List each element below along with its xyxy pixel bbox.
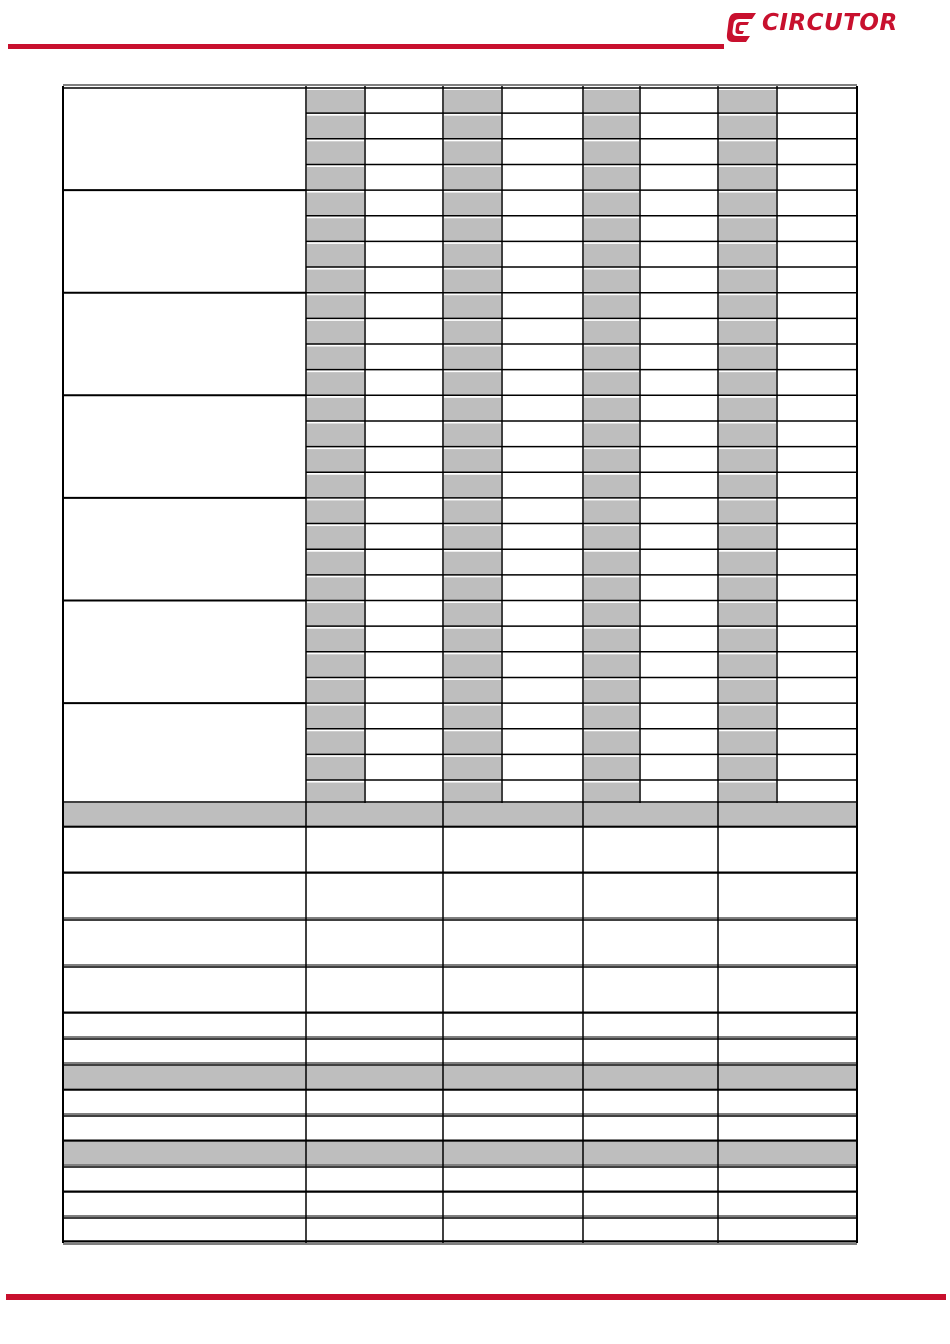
shaded-cell bbox=[444, 552, 501, 575]
shaded-cell bbox=[307, 90, 364, 113]
shaded-cell bbox=[719, 347, 776, 370]
shaded-cell bbox=[444, 141, 501, 164]
shaded-cell bbox=[719, 654, 776, 677]
shaded-cell bbox=[444, 757, 501, 780]
shaded-cell bbox=[719, 706, 776, 729]
footer-rule bbox=[6, 1294, 946, 1300]
shaded-cell bbox=[719, 116, 776, 139]
shaded-cell bbox=[444, 218, 501, 241]
shaded-cell bbox=[719, 757, 776, 780]
shaded-cell bbox=[584, 218, 639, 241]
shaded-row bbox=[64, 1066, 856, 1088]
shaded-row bbox=[64, 1142, 856, 1164]
shaded-cell bbox=[307, 141, 364, 164]
shaded-cell bbox=[307, 680, 364, 703]
shaded-cell bbox=[444, 680, 501, 703]
shaded-cell bbox=[444, 270, 501, 293]
shaded-cell bbox=[719, 193, 776, 216]
shaded-cell bbox=[307, 731, 364, 754]
shaded-cell bbox=[444, 577, 501, 600]
shaded-cell bbox=[307, 475, 364, 498]
shaded-cell bbox=[584, 398, 639, 421]
shaded-cell bbox=[444, 321, 501, 344]
shaded-cell bbox=[584, 193, 639, 216]
shaded-cell bbox=[444, 475, 501, 498]
shaded-cell bbox=[444, 423, 501, 446]
shaded-cell bbox=[584, 577, 639, 600]
shaded-cell bbox=[444, 603, 501, 626]
shaded-cell bbox=[719, 526, 776, 549]
shaded-cell bbox=[444, 526, 501, 549]
shaded-cell bbox=[719, 90, 776, 113]
shaded-row bbox=[64, 803, 856, 825]
shaded-cell bbox=[719, 577, 776, 600]
shaded-cell bbox=[584, 526, 639, 549]
shaded-cell bbox=[584, 449, 639, 472]
shaded-cell bbox=[307, 270, 364, 293]
shaded-cell bbox=[719, 295, 776, 318]
shaded-cell bbox=[307, 295, 364, 318]
shaded-cell bbox=[307, 654, 364, 677]
shaded-cell bbox=[444, 398, 501, 421]
shaded-cell bbox=[444, 116, 501, 139]
shaded-cell bbox=[719, 398, 776, 421]
shaded-cell bbox=[584, 706, 639, 729]
shaded-cell bbox=[307, 167, 364, 190]
shaded-cell bbox=[719, 603, 776, 626]
shaded-cell bbox=[444, 654, 501, 677]
shaded-cell bbox=[444, 731, 501, 754]
shaded-cell bbox=[719, 731, 776, 754]
shaded-cell bbox=[584, 244, 639, 267]
shaded-cell bbox=[444, 347, 501, 370]
shaded-cell bbox=[307, 706, 364, 729]
shaded-cell bbox=[584, 167, 639, 190]
shaded-cell bbox=[444, 500, 501, 523]
shaded-cell bbox=[719, 372, 776, 395]
shaded-cell bbox=[719, 244, 776, 267]
shaded-cell bbox=[719, 167, 776, 190]
shaded-cell bbox=[307, 193, 364, 216]
shaded-cell bbox=[584, 321, 639, 344]
shaded-cell bbox=[307, 629, 364, 652]
shaded-cell bbox=[584, 90, 639, 113]
shaded-cell bbox=[719, 500, 776, 523]
shaded-cell bbox=[584, 270, 639, 293]
shaded-cell bbox=[444, 295, 501, 318]
shaded-cell bbox=[307, 321, 364, 344]
shaded-cell bbox=[584, 347, 639, 370]
shaded-cell bbox=[307, 398, 364, 421]
shaded-cell bbox=[307, 244, 364, 267]
shaded-cell bbox=[719, 680, 776, 703]
shaded-cell bbox=[444, 167, 501, 190]
shaded-cell bbox=[307, 423, 364, 446]
shaded-cell bbox=[584, 757, 639, 780]
shaded-cell bbox=[584, 423, 639, 446]
shaded-cell bbox=[584, 654, 639, 677]
shaded-cell bbox=[444, 629, 501, 652]
shaded-cell bbox=[719, 270, 776, 293]
shaded-cell bbox=[307, 577, 364, 600]
shaded-cell bbox=[307, 449, 364, 472]
shaded-cell bbox=[444, 706, 501, 729]
shaded-cell bbox=[719, 552, 776, 575]
shaded-cell bbox=[444, 372, 501, 395]
shaded-cell bbox=[307, 372, 364, 395]
shaded-cell bbox=[307, 757, 364, 780]
brand-name: CIRCUTOR bbox=[762, 10, 898, 36]
shaded-cell bbox=[584, 295, 639, 318]
shaded-cell bbox=[307, 552, 364, 575]
shaded-cell bbox=[584, 141, 639, 164]
shaded-cell bbox=[719, 629, 776, 652]
shaded-cell bbox=[719, 475, 776, 498]
shaded-cell bbox=[719, 321, 776, 344]
shaded-cell bbox=[307, 218, 364, 241]
shaded-cell bbox=[584, 475, 639, 498]
shaded-cell bbox=[307, 603, 364, 626]
shaded-cell bbox=[307, 526, 364, 549]
shaded-cell bbox=[584, 116, 639, 139]
shaded-cell bbox=[584, 680, 639, 703]
shaded-cell bbox=[584, 731, 639, 754]
shaded-cell bbox=[719, 449, 776, 472]
shaded-cell bbox=[719, 218, 776, 241]
shaded-cell bbox=[444, 449, 501, 472]
shaded-cell bbox=[444, 244, 501, 267]
shaded-cell bbox=[444, 90, 501, 113]
shaded-cell bbox=[719, 423, 776, 446]
shaded-cell bbox=[719, 141, 776, 164]
shaded-cell bbox=[584, 629, 639, 652]
shaded-cell bbox=[444, 193, 501, 216]
shaded-cell bbox=[307, 116, 364, 139]
shaded-cell bbox=[307, 500, 364, 523]
shaded-cell bbox=[307, 347, 364, 370]
shaded-cell bbox=[584, 603, 639, 626]
shaded-cell bbox=[584, 500, 639, 523]
shaded-cell bbox=[584, 552, 639, 575]
shaded-cell bbox=[584, 372, 639, 395]
